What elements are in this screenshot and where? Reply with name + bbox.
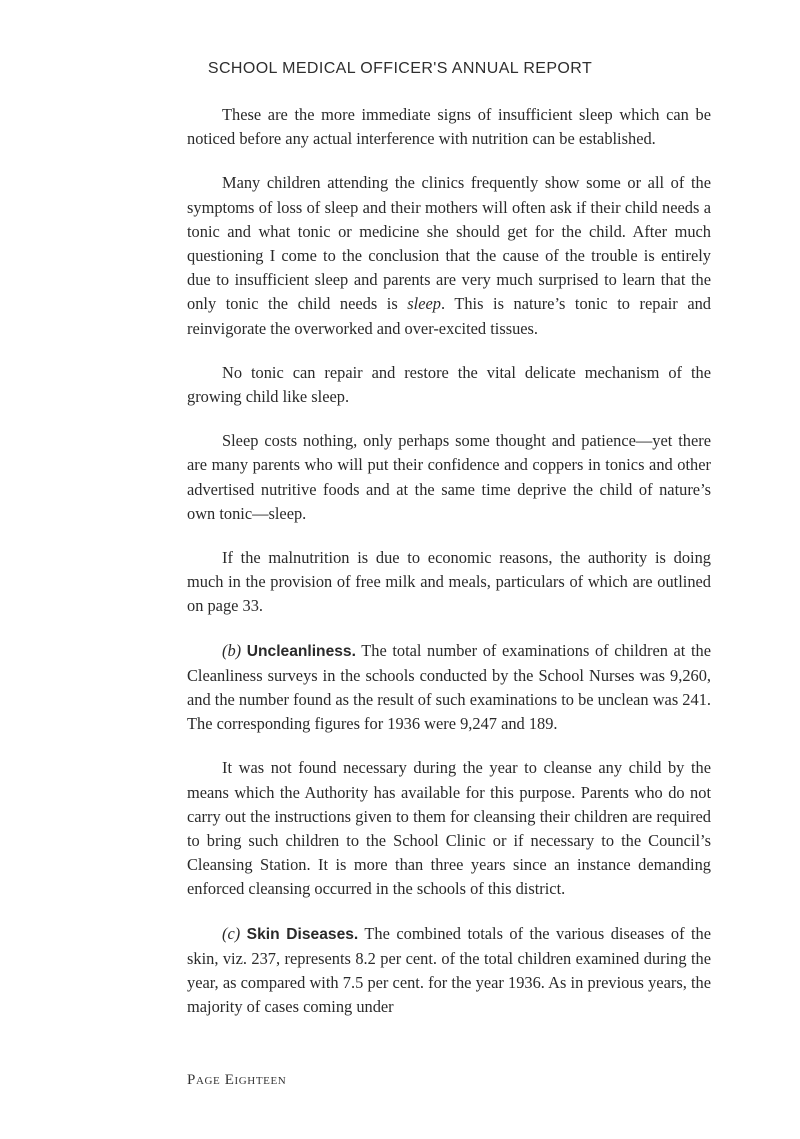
section-text-uncleanliness: The total number of examinations of children at the Cleanliness surveys in the schools conducted by the School Nurses was 9,260, and the number found as the result of such examinations to be unclean was 241. The corresponding figures for 1936 were 9,247 and 189.	[187, 640, 711, 734]
section-uncleanliness	[187, 639, 711, 737]
paragraph-malnutrition: If the malnutrition is due to economic reasons, the authority is doing much in the provision of free milk and meals, particulars of which are outlined on page 33.	[187, 548, 711, 616]
section-heading-skin-diseases: Skin Diseases.	[246, 925, 359, 943]
section-marker-c: (c)	[222, 923, 241, 943]
section-skin-diseases	[187, 922, 711, 1020]
paragraph-cleansing: It was not found necessary during the year to cleanse any child by the means which the Authority has available for this purpose. Parents who do not carry out the instructions given to them for cleansing their children are required to bring such children to the School Clinic or if necessary to the Council’s Cleansing Station. It is more than three years since an instance demanding enforced cleansing occurred in the schools of this district.	[187, 758, 711, 899]
paragraph-tonic-tail: . This is nature’s tonic to repair and reinvigorate the overworked and over-excited tissues.	[187, 294, 711, 338]
paragraph-tonic-text: Many children attending the clinics frequently show some or all of the symptoms of loss of sleep and their mothers will often ask if their child needs a tonic and what tonic or medicine she should get for the child. After much questioning I come to the conclusion that the cause of the trouble is entirely due to insufficient sleep and parents are very much surprised to learn that the only tonic the child needs is	[187, 173, 711, 314]
paragraph-no-tonic: No tonic can repair and restore the vital delicate mechanism of the growing child like sleep.	[187, 362, 711, 407]
body-text	[187, 103, 711, 1042]
paragraph-sleep-costs: Sleep costs nothing, only perhaps some thought and patience—yet there are many parents who will put their confidence and coppers in tonics and other advertised nutritive foods and at the same time deprive the child of nature’s own tonic—sleep.	[187, 431, 711, 523]
running-head: SCHOOL MEDICAL OFFICER'S ANNUAL REPORT	[207, 60, 593, 77]
section-text-skin-diseases: The combined totals of the various diseases of the skin, viz. 237, represents 8.2 per cent. of the total children examined during the year, as compared with 7.5 per cent. for the year 1936. As in previous years, the majority of cases coming under	[187, 923, 712, 1017]
paragraph-tonic	[187, 171, 711, 340]
emphasis-sleep: sleep	[407, 294, 441, 314]
section-marker-b: (b)	[222, 640, 242, 660]
page-number: Page Eighteen	[187, 1072, 287, 1088]
section-heading-uncleanliness: Uncleanliness.	[246, 642, 356, 660]
paragraph-sleep-signs: These are the more immediate signs of insufficient sleep which can be noticed before any actual interference with nutrition can be established.	[187, 105, 711, 149]
